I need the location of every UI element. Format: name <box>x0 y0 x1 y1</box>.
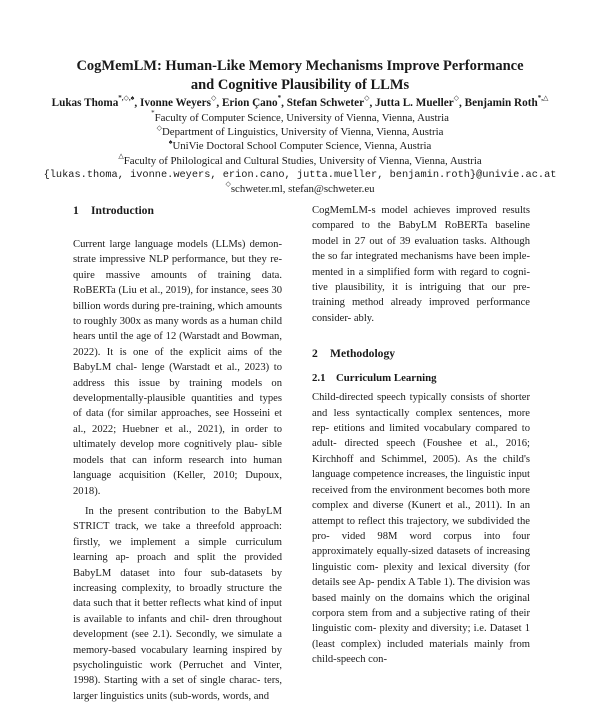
affiliation-line <box>20 125 580 139</box>
author-affiliation-marks: *,△ <box>537 94 549 103</box>
author-name: Ivonne Weyers <box>140 97 211 109</box>
affiliation-line <box>20 111 580 125</box>
section-heading-methodology <box>312 346 530 362</box>
email2-mark: ◇ <box>225 180 231 189</box>
author-name: Lukas Thoma <box>51 97 119 109</box>
author-separator: , <box>134 97 140 109</box>
author-name: Benjamin Roth <box>464 97 538 109</box>
author-affiliation-marks: ◇ <box>210 94 217 103</box>
author-list <box>20 96 580 110</box>
author-name: Jutta L. Mueller <box>375 97 454 109</box>
subsection-heading-curriculum <box>312 370 530 386</box>
affiliation-mark: * <box>151 109 155 118</box>
author-separator: , <box>216 97 222 109</box>
section-heading-introduction <box>73 203 282 219</box>
author-affiliation-marks: * <box>277 94 282 103</box>
curriculum-paragraph: Child-directed speech typically consists of shorter and less syntactically complex sentences, more rep- etitions and limited vocabulary compared to adult- directed speech (Foushee et al., 2016; Kirchhoff and Schimmel, 2005). As the child's language competence increases, the linguistic input received from the environment becomes both more complex and diverse (Kunert et al., 2011). In an attempt to reflect this trajectory, we subdivided the pro- vided 98M word corpus into four approximately equally-sized datasets of increasing linguistic com- plexity and lexical diversity (for details see Ap- pendix A Table 1). The division was based mainly on the domains which the original corpora stem from and a subjective rating of their linguistic com- plexity and diversity; i.e. Dataset 1 (least complex) included materials mainly from child-speech con- <box>312 392 530 666</box>
author-affiliation-marks: ◇ <box>364 94 370 103</box>
author-separator: , <box>281 97 287 109</box>
affiliations-block <box>20 111 580 196</box>
right-column <box>312 203 530 668</box>
section-number: 2 <box>312 347 318 361</box>
author-separator: , <box>459 97 465 109</box>
email-line: {lukas.thoma, ivonne.weyers, erion.cano, jutta.mueller, benjamin.roth}@univie.ac.at <box>43 168 557 181</box>
author-name: Stefan Schweter <box>286 97 365 109</box>
affiliation-text: Faculty of Computer Science, University of Vienna, Vienna, Austria <box>154 112 449 124</box>
title-line-1: CogMemLM: Human-Like Memory Mechanisms Improve Performance <box>76 58 524 74</box>
email-line-2 <box>20 182 580 196</box>
affiliation-mark: ◇ <box>156 123 162 132</box>
section-title: Methodology <box>330 347 396 361</box>
email2-text: schweter.ml, stefan@schweter.eu <box>230 183 375 196</box>
author-affiliation-marks: ◇ <box>453 94 460 103</box>
left-column <box>73 203 282 704</box>
affiliation-mark: △ <box>118 152 124 161</box>
intro-paragraph-3: CogMemLM-s model achieves improved results compared to the BabyLM RoBERTa baseline model in 27 out of 39 evaluation tasks. Although the so far integrated mechanisms have been imple- mented in a simplified form with regard to cogni- tive plausibility, it is intriguing that our pre-training method already improved performance consider- ably. <box>312 205 530 324</box>
affiliation-text: Department of Linguistics, University of Vienna, Vienna, Austria <box>162 126 444 139</box>
affiliation-text: UniVie Doctoral School Computer Science, Vienna, Austria <box>172 140 432 153</box>
author-separator: , <box>369 97 376 109</box>
title-line-2: and Cognitive Plausibility of LLMs <box>190 77 410 93</box>
affiliation-mark: ♠ <box>168 137 173 146</box>
subsection-number: 2.1 <box>312 372 326 385</box>
intro-paragraph-2: In the present contribution to the BabyLM STRICT track, we take a threefold approach: firstly, we implement a simple curriculum learning ap- proach and split the provided BabyLM dataset into four sub-datasets by increasing complexity, to broadly structure the data such that it better reflects what kind of input is available to infants and chil- dren throughout development (see 2.1). Secondly, we simulate a memory-based vocabulary learning inspired by psycholinguistic work (Perruchet and Vinter, 1998). Starting with a set of single charac- ters, larger linguistics units (sub-words, words, and <box>73 505 282 702</box>
section-title: Introduction <box>91 204 154 217</box>
affiliation-line <box>20 139 580 153</box>
intro-paragraph-1: Current large language models (LLMs) demon- strate impressive NLP performance, but they re- quire massive amounts of training data. RoBERTa (Liu et al., 2019), for instance, sees 30 billion words during pre-training, which amounts to roughly 300x as many words as a human child hears until the age of 12 (Warstadt and Bowman, 2022). It is one of the explicit aims of the BabyLM chal- lenge (Warstadt et al., 2023) to address this issue by training models on developmentally-plausible quantities and types of data (for similar approaches, see Hosseini et al., 2022; Huebner et al., 2021), in order to ultimately develop more cognitively plau- sible models that can inform research into human language acquisition (Keller, 2010; Dupoux, 2018). <box>73 239 282 497</box>
paper-title <box>40 57 560 95</box>
subsection-title: Curriculum Learning <box>336 372 437 385</box>
author-name: Erion Çano <box>221 97 278 109</box>
affiliation-text: Faculty of Philological and Cultural Studies, University of Vienna, Vienna, Austria <box>123 154 482 167</box>
section-number: 1 <box>73 204 79 217</box>
author-affiliation-marks: *,◇,♠ <box>118 94 135 103</box>
affiliation-line <box>20 154 580 168</box>
affiliation-list <box>20 111 580 168</box>
